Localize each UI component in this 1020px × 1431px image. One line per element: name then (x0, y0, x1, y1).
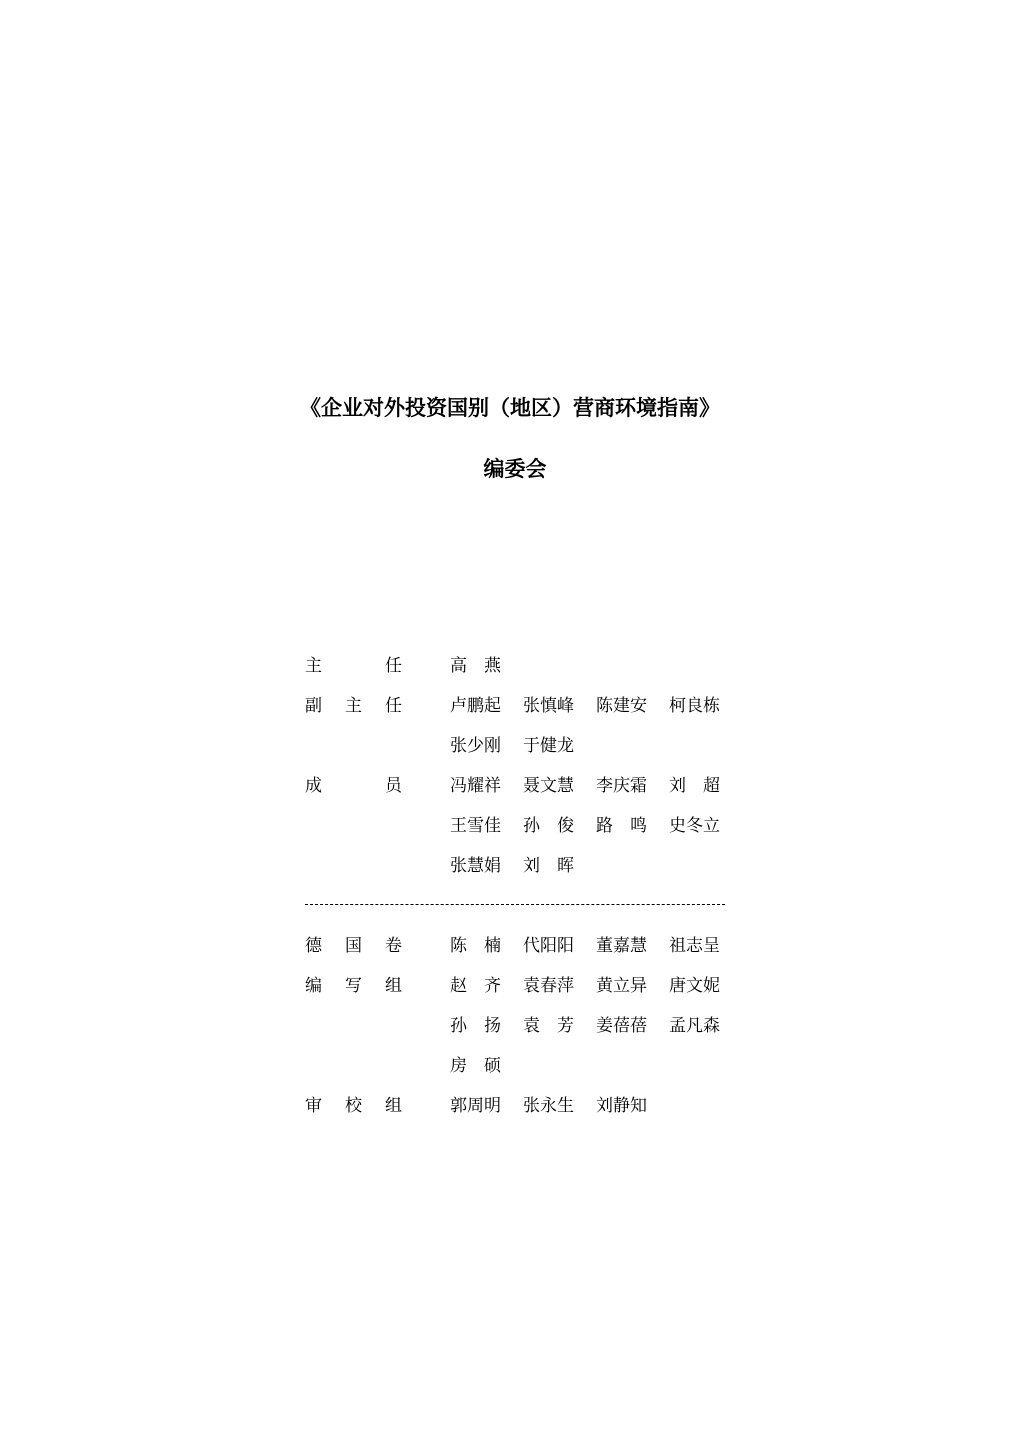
member-name: 袁春萍 (523, 976, 574, 996)
committee-row-deputy-director (305, 694, 735, 734)
writing-row-editors-cont (305, 1054, 735, 1094)
member-name: 唐文妮 (669, 976, 720, 996)
committee-row-members (305, 774, 735, 814)
member-name: 刘 晖 (523, 856, 574, 876)
member-name: 孙 俊 (523, 816, 574, 836)
name-list (450, 1014, 740, 1038)
member-name: 张少刚 (450, 736, 501, 756)
member-name: 黄立异 (596, 976, 647, 996)
writing-section (305, 934, 735, 1134)
member-name: 房 硕 (450, 1056, 501, 1076)
name-list (450, 774, 740, 798)
committee-section (305, 654, 735, 894)
member-name: 孙 扬 (450, 1016, 501, 1036)
member-name: 张慎峰 (523, 696, 574, 716)
name-list (450, 1054, 740, 1078)
member-name: 祖志呈 (669, 936, 720, 956)
member-name: 董嘉慧 (596, 936, 647, 956)
member-name: 陈建安 (596, 696, 647, 716)
role-label-volume (305, 934, 415, 958)
name-list (450, 734, 740, 758)
member-name: 李庆霜 (596, 776, 647, 796)
member-name: 张慧娟 (450, 856, 501, 876)
role-char: 校 (345, 1096, 362, 1116)
committee-row-members-cont (305, 814, 735, 854)
role-label-members (305, 774, 415, 798)
role-char: 国 (345, 936, 362, 956)
role-char: 编 (305, 976, 322, 996)
dashed-divider (305, 904, 725, 905)
member-name: 聂文慧 (523, 776, 574, 796)
member-name: 路 鸣 (596, 816, 647, 836)
role-char: 副 (305, 696, 322, 716)
member-name: 张永生 (523, 1096, 574, 1116)
name-list (450, 1094, 740, 1118)
role-char: 任 (385, 656, 402, 676)
member-name: 于健龙 (523, 736, 574, 756)
role-char: 员 (385, 776, 402, 796)
role-char: 主 (305, 656, 322, 676)
role-label-reviewers (305, 1094, 415, 1118)
role-char: 成 (305, 776, 322, 796)
member-name: 姜蓓蓓 (596, 1016, 647, 1036)
name-list (450, 854, 740, 878)
writing-row-volume (305, 934, 735, 974)
member-name: 孟凡森 (669, 1016, 720, 1036)
role-char: 组 (385, 1096, 402, 1116)
role-label-editors (305, 974, 415, 998)
name-list (450, 974, 740, 998)
member-name: 陈 楠 (450, 936, 501, 956)
member-name: 史冬立 (669, 816, 720, 836)
name-list (450, 814, 740, 838)
name-list (450, 694, 740, 718)
role-label-director (305, 654, 415, 678)
member-name: 刘静知 (596, 1096, 647, 1116)
writing-row-editors (305, 974, 735, 1014)
member-name: 王雪佳 (450, 816, 501, 836)
role-char: 主 (345, 696, 362, 716)
name-list (450, 654, 740, 678)
role-char: 卷 (385, 936, 402, 956)
role-char: 审 (305, 1096, 322, 1116)
writing-row-reviewers (305, 1094, 735, 1134)
role-label-deputy-director (305, 694, 415, 718)
member-name: 刘 超 (669, 776, 720, 796)
member-name: 代阳阳 (523, 936, 574, 956)
member-name: 卢鹏起 (450, 696, 501, 716)
member-name: 袁 芳 (523, 1016, 574, 1036)
committee-row-members-cont (305, 854, 735, 894)
member-name: 冯耀祥 (450, 776, 501, 796)
role-char: 写 (345, 976, 362, 996)
member-name: 柯良栋 (669, 696, 720, 716)
member-name: 赵 齐 (450, 976, 501, 996)
writing-row-editors-cont (305, 1014, 735, 1054)
name-list (450, 934, 740, 958)
page-subtitle: 编委会 (483, 457, 547, 481)
member-name: 高 燕 (450, 656, 501, 676)
role-char: 任 (385, 696, 402, 716)
committee-row-director (305, 654, 735, 694)
member-name: 郭周明 (450, 1096, 501, 1116)
role-char: 德 (305, 936, 322, 956)
role-char: 组 (385, 976, 402, 996)
page-title: 《企业对外投资国别（地区）营商环境指南》 (300, 396, 720, 420)
committee-row-deputy-director-cont (305, 734, 735, 774)
